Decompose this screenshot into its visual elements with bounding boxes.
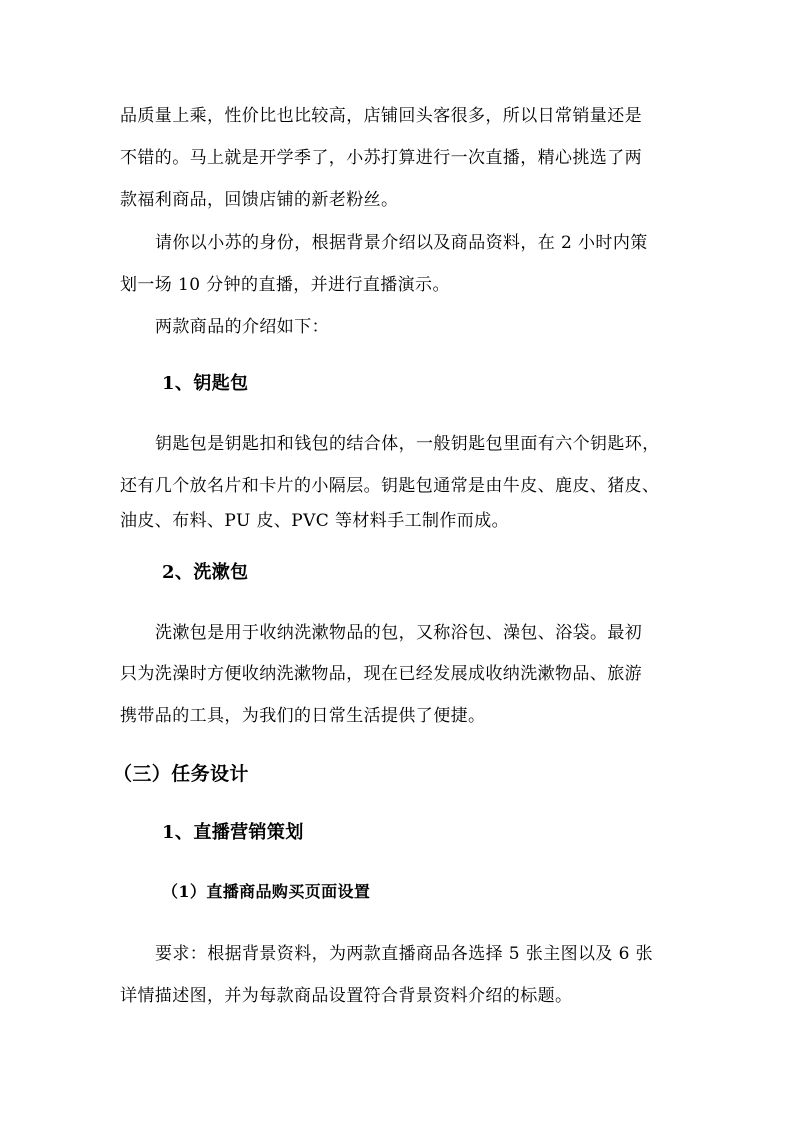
- product-1-line-1: 钥匙包是钥匙扣和钱包的结合体，一般钥匙包里面有六个钥匙环，: [155, 434, 660, 454]
- intro-line-1: 品质量上乘，性价比也比较高，店铺回头客很多，所以日常销量还是: [120, 106, 642, 126]
- intro-line-3: 款福利商品，回馈店铺的新老粉丝。: [120, 190, 399, 210]
- task-line-2: 划一场 10 分钟的直播，并进行直播演示。: [120, 275, 450, 295]
- item-1-line-1: 要求：根据背景资料，为两款直播商品各选择 5 张主图以及 6 张: [155, 944, 654, 964]
- product-1-line-2: 还有几个放名片和卡片的小隔层。钥匙包通常是由牛皮、鹿皮、猪皮、: [120, 476, 660, 496]
- task-line-1: 请你以小苏的身份，根据背景介绍以及商品资料，在 2 小时内策: [155, 233, 648, 253]
- section-3-heading: （三）任务设计: [113, 763, 249, 785]
- item-1-line-2: 详情描述图，并为每款商品设置符合背景资料介绍的标题。: [120, 986, 573, 1006]
- item-1-heading: （1）直播商品购买页面设置: [162, 882, 371, 901]
- product-1-heading: 1、钥匙包: [162, 373, 249, 394]
- product-1-line-3: 油皮、布料、PU 皮、PVC 等材料手工制作而成。: [120, 511, 509, 531]
- product-2-line-1: 洗漱包是用于收纳洗漱物品的包，又称浴包、澡包、浴袋。最初: [155, 623, 643, 643]
- product-2-heading: 2、洗漱包: [162, 562, 249, 583]
- intro-line-2: 不错的。马上就是开学季了，小苏打算进行一次直播，精心挑选了两: [120, 148, 642, 168]
- products-intro: 两款商品的介绍如下：: [155, 317, 329, 337]
- product-2-line-2: 只为洗澡时方便收纳洗漱物品，现在已经发展成收纳洗漱物品、旅游: [120, 664, 642, 684]
- subsection-1-heading: 1、直播营销策划: [162, 822, 304, 843]
- product-2-line-3: 携带品的工具，为我们的日常生活提供了便捷。: [120, 706, 486, 726]
